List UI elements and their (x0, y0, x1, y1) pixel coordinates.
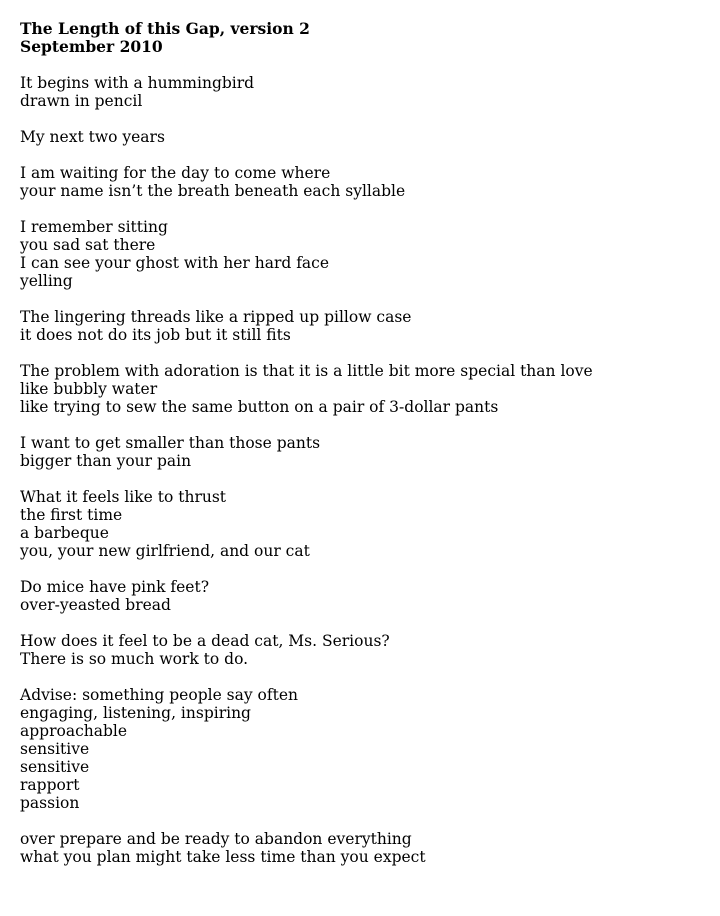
poem-line: you, your new girlfriend, and our cat (20, 542, 310, 560)
poem-line: How does it feel to be a dead cat, Ms. Serious? (20, 632, 390, 650)
poem-line: It begins with a hummingbird (20, 74, 255, 92)
poem-line: over-yeasted bread (20, 596, 171, 614)
poem-title: The Length of this Gap, version 2 (20, 19, 310, 38)
poem-line: it does not do its job but it still fits (20, 326, 291, 344)
poem-line: bigger than your pain (20, 452, 192, 470)
stanza-7 (20, 434, 710, 470)
poem-line: you sad sat there (20, 236, 156, 254)
poem-line: passion (20, 794, 80, 812)
poem-line: yelling (20, 272, 73, 290)
poem-page (20, 20, 710, 884)
poem-header (20, 20, 710, 56)
poem-line: rapport (20, 776, 80, 794)
poem-line: I want to get smaller than those pants (20, 434, 321, 452)
poem-line: like bubbly water (20, 380, 158, 398)
poem-line: over prepare and be ready to abandon everything (20, 830, 412, 848)
stanza-10 (20, 632, 710, 668)
stanza-8 (20, 488, 710, 560)
poem-line: sensitive (20, 740, 90, 758)
poem-line: drawn in pencil (20, 92, 143, 110)
stanza-6 (20, 362, 710, 416)
stanza-4 (20, 218, 710, 290)
poem-line: the first time (20, 506, 123, 524)
poem-line: Advise: something people say often (20, 686, 299, 704)
poem-line: what you plan might take less time than you expect (20, 848, 426, 866)
poem-line: like trying to sew the same button on a pair of 3-dollar pants (20, 398, 499, 416)
stanza-3 (20, 164, 710, 200)
poem-line: approachable (20, 722, 128, 740)
stanza-12 (20, 830, 710, 866)
poem-line: There is so much work to do. (20, 650, 249, 668)
poem-line: sensitive (20, 758, 90, 776)
poem-line: engaging, listening, inspiring (20, 704, 251, 722)
poem-line: Do mice have pink feet? (20, 578, 210, 596)
poem-line: I remember sitting (20, 218, 168, 236)
poem-line: My next two years (20, 128, 165, 146)
poem-line: The lingering threads like a ripped up pillow case (20, 308, 412, 326)
stanza-9 (20, 578, 710, 614)
poem-line: a barbeque (20, 524, 109, 542)
poem-line: your name isn’t the breath beneath each syllable (20, 182, 406, 200)
poem-line: What it feels like to thrust (20, 488, 227, 506)
poem-date: September 2010 (20, 37, 163, 56)
poem-line: The problem with adoration is that it is a little bit more special than love (20, 362, 593, 380)
stanza-5 (20, 308, 710, 344)
stanza-1 (20, 74, 710, 110)
poem-line: I am waiting for the day to come where (20, 164, 331, 182)
stanza-11 (20, 686, 710, 812)
poem-line: I can see your ghost with her hard face (20, 254, 330, 272)
stanza-2 (20, 128, 710, 146)
